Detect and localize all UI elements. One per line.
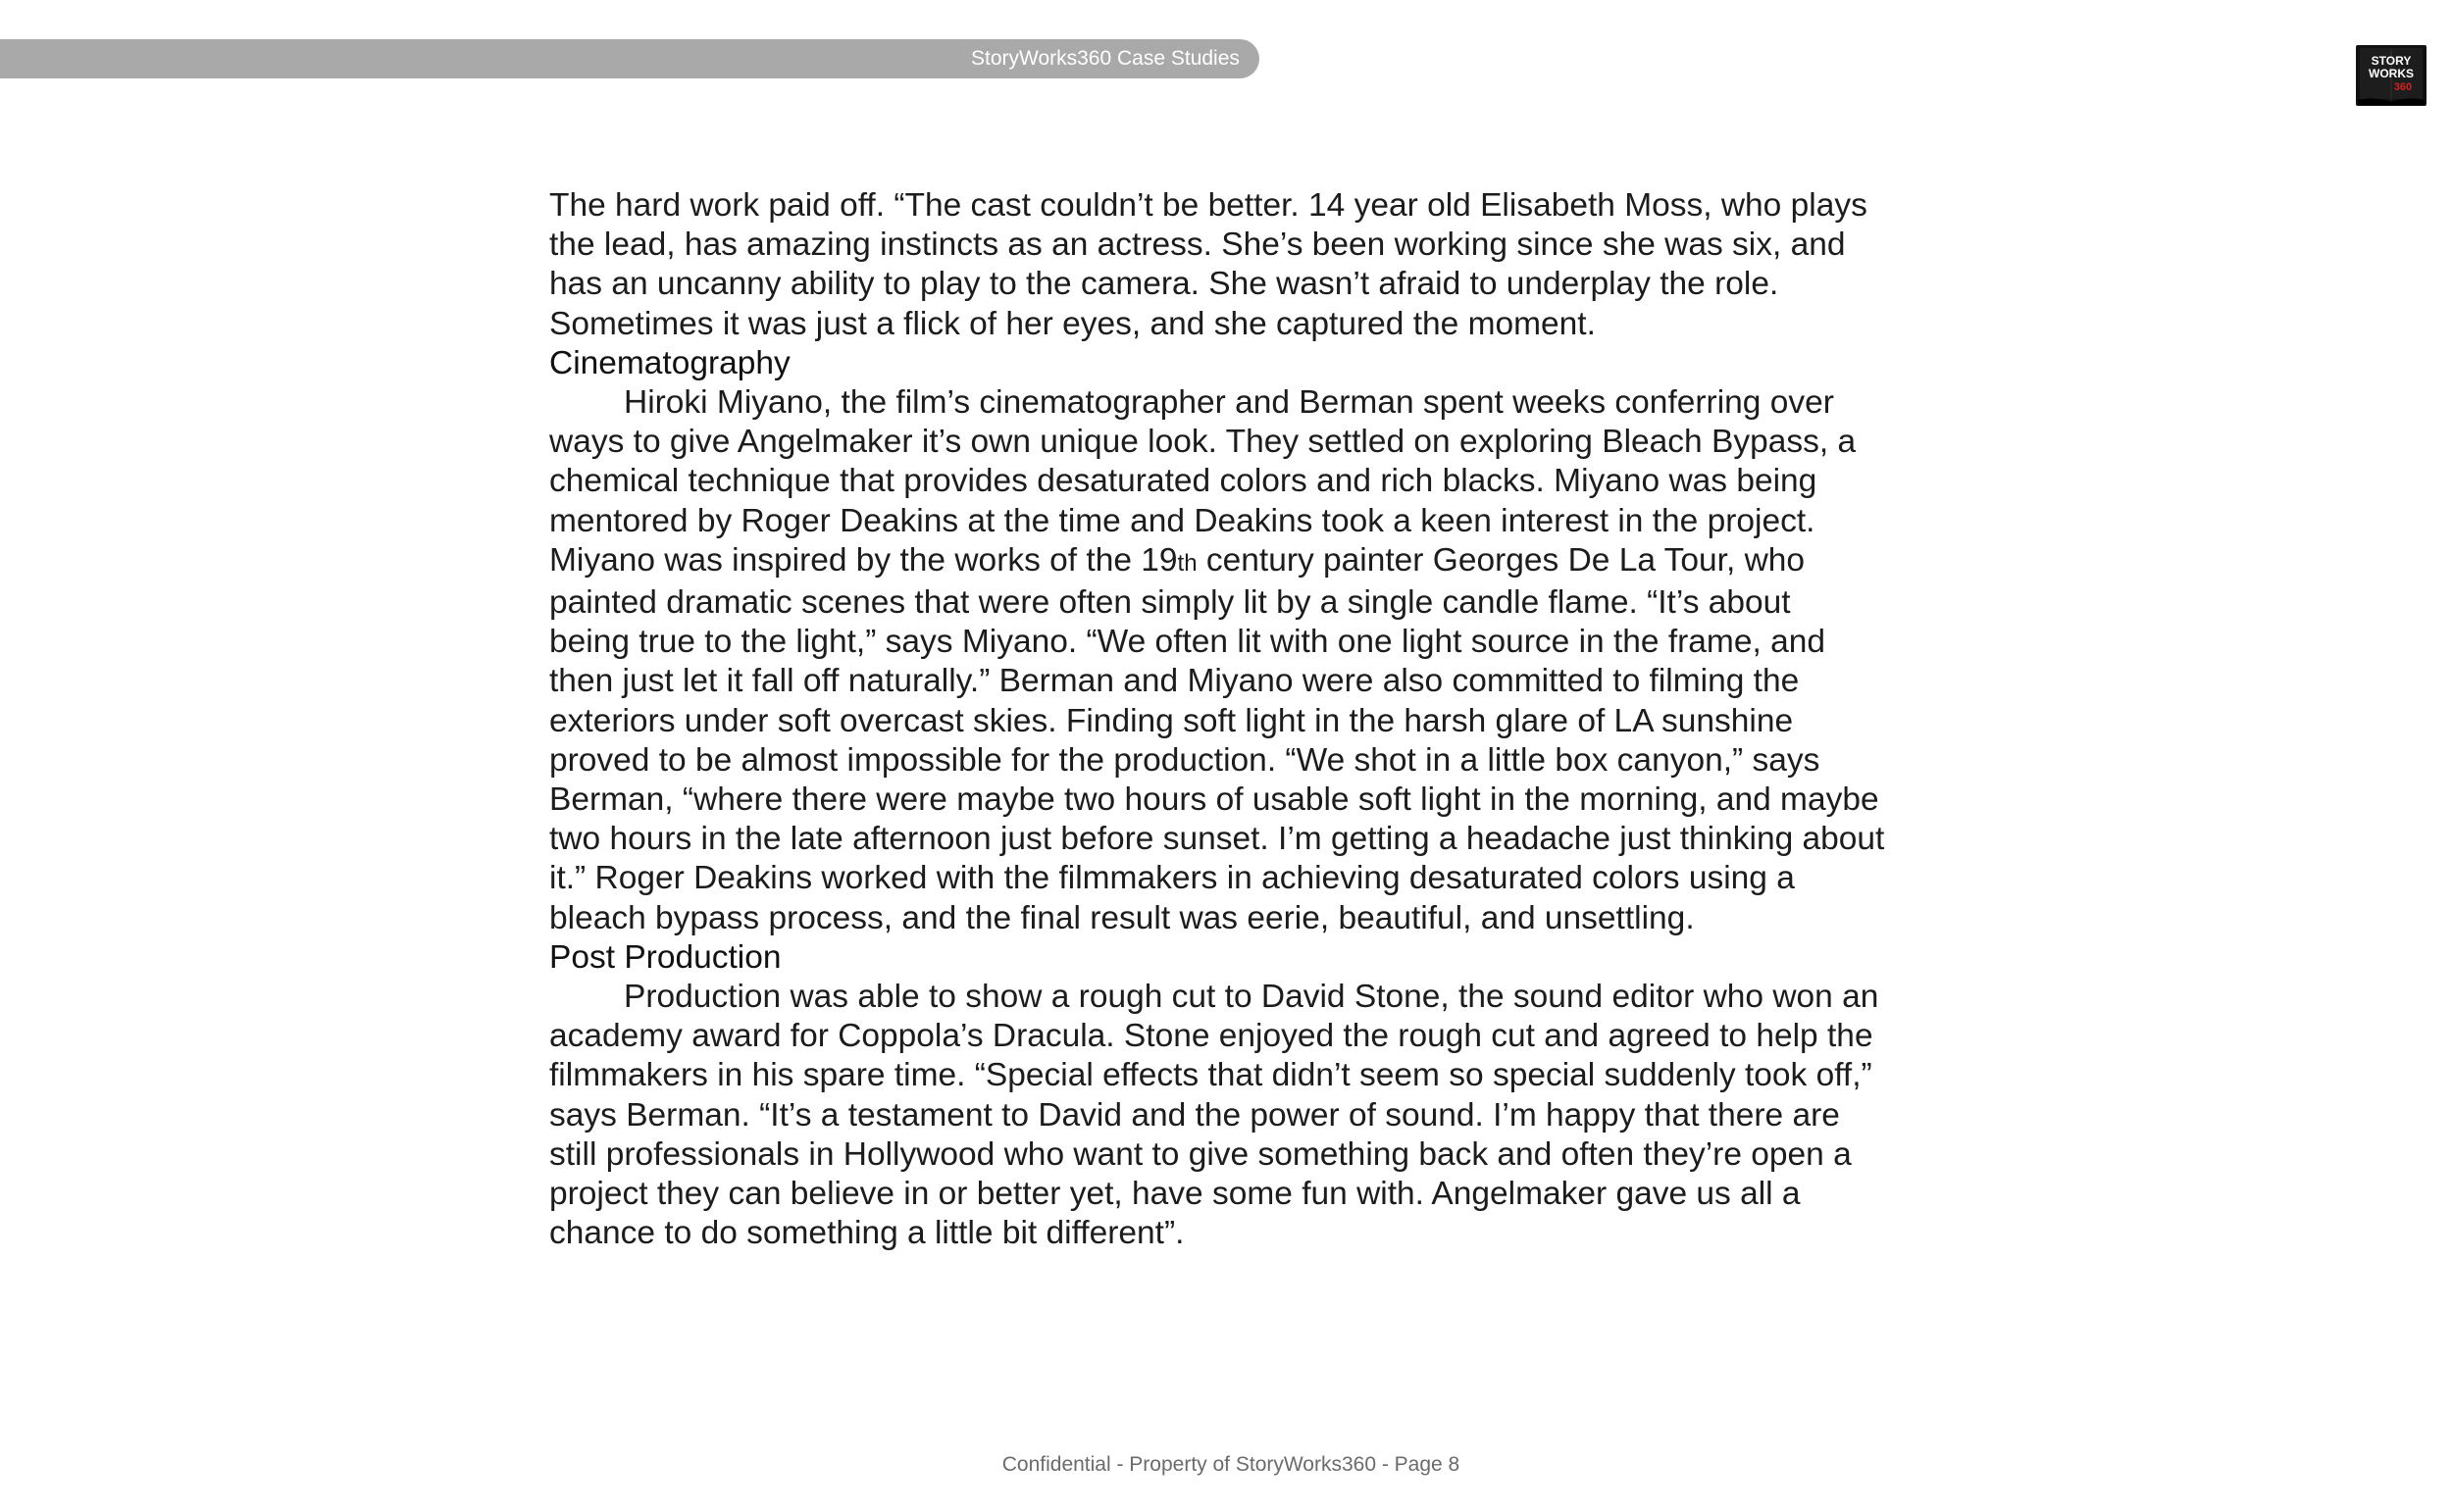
text-line: proved to be almost impossible for the production. “We shot in a little box canyon,” says [549,741,1820,779]
text-line: painted dramatic scenes that were often simply lit by a single candle flame. “It’s about [549,584,1791,622]
text-line: being true to the light,” says Miyano. “We often lit with one light source in the frame, and [549,624,1825,661]
text-line: then just let it fall off naturally.” Berman and Miyano were also committed to filming the [549,663,1800,700]
text-line: exteriors under soft overcast skies. Finding soft light in the harsh glare of LA sunshine [549,702,1794,739]
text-line: still professionals in Hollywood who want to give something back and often they’re open a [549,1135,1852,1173]
text-line [549,541,1918,583]
header-bar [0,39,1259,78]
header-title: StoryWorks360 Case Studies [971,47,1240,70]
post-production-paragraph [549,978,1918,1253]
text-line: academy award for Coppola’s Dracula. Stone enjoyed the rough cut and agreed to help the [549,1018,1873,1055]
text-line: chance to do something a little bit different”. [549,1215,1185,1252]
text-line: The hard work paid off. “The cast couldn’t be better. 14 year old Elisabeth Moss, who plays [549,187,1867,224]
logo-text-works: WORKS [2369,67,2414,80]
ordinal-suffix: th [1177,549,1198,577]
text-line: two hours in the late afternoon just before sunset. I’m getting a headache just thinking about [549,821,1885,858]
text-line: project they can believe in or better yet, have some fun with. Angelmaker gave us all a [549,1176,1801,1213]
page-footer: Confidential - Property of StoryWorks360 - Page 8 [1001,1453,1460,1476]
text-line: Hiroki Miyano, the film’s cinematographer and Berman spent weeks conferring over [624,384,1834,422]
text-line: bleach bypass process, and the final result was eerie, beautiful, and unsettling. [549,899,1695,936]
section-heading-cinematography: Cinematography [549,344,791,381]
text-line: it.” Roger Deakins worked with the filmmakers in achieving desaturated colors using a [549,860,1795,897]
logo-text-story: STORY [2371,54,2412,68]
text-line: Berman, “where there were maybe two hours of usable soft light in the morning, and maybe [549,781,1879,819]
text-line: the lead, has amazing instincts as an actress. She’s been working since she was six, and [549,227,1846,264]
text-line: chemical technique that provides desaturated colors and rich blacks. Miyano was being [549,463,1817,500]
book-logo-icon [2354,43,2428,108]
document-body [549,186,1918,1253]
text-line: mentored by Roger Deakins at the time and Deakins took a keen interest in the project. [549,502,1815,539]
intro-paragraph [549,186,1918,344]
logo-text-360: 360 [2393,81,2413,93]
text-fragment: Miyano was inspired by the works of the 19 [549,541,1178,579]
text-fragment: century painter Georges De La Tour, who [1197,541,1806,579]
section-heading-post-production: Post Production [549,938,782,976]
text-line: has an uncanny ability to play to the camera. She wasn’t afraid to underplay the role. [549,266,1779,303]
text-line: Production was able to show a rough cut to David Stone, the sound editor who won an [624,979,1879,1016]
text-line: ways to give Angelmaker it’s own unique look. They settled on exploring Bleach Bypass, a [549,424,1857,461]
text-line: filmmakers in his spare time. “Special effects that didn’t seem so special suddenly took off,” [549,1057,1872,1094]
cinematography-paragraph [549,383,1918,938]
text-line: says Berman. “It’s a testament to David and the power of sound. I’m happy that there are [549,1096,1840,1134]
text-line: Sometimes it was just a flick of her eyes, and she captured the moment. [549,305,1596,342]
